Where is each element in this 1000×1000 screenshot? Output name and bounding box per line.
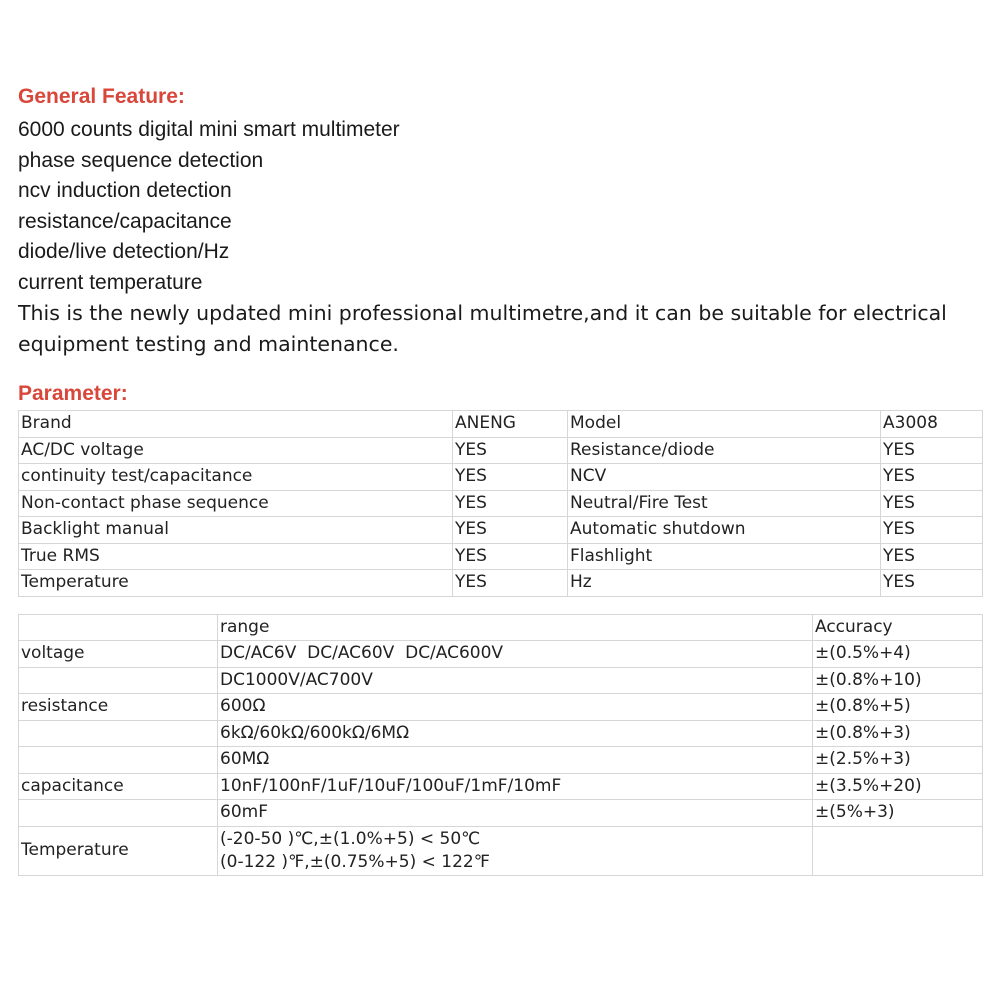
spec-header-accuracy: Accuracy — [813, 614, 983, 641]
param-label: Neutral/Fire Test — [568, 490, 881, 517]
spec-function: resistance — [19, 694, 218, 721]
param-label: Hz — [568, 570, 881, 597]
product-description-text: This is the newly updated mini professional multimetre,and it can be suitable for electrical equipment testing and maintenance. — [18, 301, 947, 356]
param-label: Flashlight — [568, 543, 881, 570]
table-row — [19, 411, 983, 438]
param-value: YES — [881, 464, 983, 491]
table-row — [19, 800, 983, 827]
param-label: continuity test/capacitance — [19, 464, 453, 491]
spec-accuracy: ±(5%+3) — [813, 800, 983, 827]
table-row — [19, 720, 983, 747]
param-label: Brand — [19, 411, 453, 438]
spec-range — [218, 826, 813, 875]
param-label: Model — [568, 411, 881, 438]
param-value: YES — [881, 543, 983, 570]
table-row — [19, 437, 983, 464]
parameter-table — [18, 410, 983, 597]
table-row — [19, 694, 983, 721]
param-value: YES — [453, 490, 568, 517]
spec-range: 6kΩ/60kΩ/600kΩ/6MΩ — [218, 720, 813, 747]
spec-accuracy — [813, 826, 983, 875]
feature-list — [18, 115, 982, 298]
table-row — [19, 543, 983, 570]
spec-range: 600Ω — [218, 694, 813, 721]
feature-item: current temperature — [18, 270, 203, 294]
spec-function — [19, 747, 218, 774]
spec-accuracy: ±(0.8%+3) — [813, 720, 983, 747]
general-feature-heading: General Feature: — [18, 85, 185, 108]
table-row — [19, 641, 983, 668]
param-label: NCV — [568, 464, 881, 491]
spec-header-blank — [19, 614, 218, 641]
spec-range: 60MΩ — [218, 747, 813, 774]
parameter-heading: Parameter: — [18, 382, 128, 405]
param-label: Non-contact phase sequence — [19, 490, 453, 517]
table-row — [19, 464, 983, 491]
param-value: YES — [453, 570, 568, 597]
spec-range: 10nF/100nF/1uF/10uF/100uF/1mF/10mF — [218, 773, 813, 800]
spec-accuracy: ±(2.5%+3) — [813, 747, 983, 774]
param-value: YES — [453, 543, 568, 570]
table-row — [19, 570, 983, 597]
spec-function — [19, 667, 218, 694]
param-label: Backlight manual — [19, 517, 453, 544]
table-header-row — [19, 614, 983, 641]
spec-accuracy: ±(0.5%+4) — [813, 641, 983, 668]
param-value: A3008 — [881, 411, 983, 438]
spec-accuracy: ±(0.8%+10) — [813, 667, 983, 694]
spec-table — [18, 614, 983, 876]
product-description — [18, 84, 982, 876]
spec-range: 60mF — [218, 800, 813, 827]
param-label: Automatic shutdown — [568, 517, 881, 544]
spec-function — [19, 800, 218, 827]
spec-function — [19, 720, 218, 747]
table-row — [19, 667, 983, 694]
temperature-fahrenheit-range: (0-122 )℉,±(0.75%+5) < 122℉ — [220, 851, 490, 872]
feature-item: diode/live detection/Hz — [18, 240, 230, 263]
spec-header-range: range — [218, 614, 813, 641]
spec-function: voltage — [19, 641, 218, 668]
param-value: YES — [453, 464, 568, 491]
spec-accuracy: ±(3.5%+20) — [813, 773, 983, 800]
param-value: YES — [881, 570, 983, 597]
param-value: YES — [453, 437, 568, 464]
feature-item: 6000 counts digital mini smart multimeter — [18, 118, 400, 141]
table-row — [19, 773, 983, 800]
feature-item: resistance/capacitance — [18, 209, 232, 233]
param-label: True RMS — [19, 543, 453, 570]
spec-accuracy: ±(0.8%+5) — [813, 694, 983, 721]
spec-function: capacitance — [19, 773, 218, 800]
param-value: YES — [881, 437, 983, 464]
table-row — [19, 490, 983, 517]
spec-function: Temperature — [19, 826, 218, 875]
temperature-celsius-range: (-20-50 )℃,±(1.0%+5) < 50℃ — [220, 828, 481, 849]
param-value: YES — [453, 517, 568, 544]
param-label: AC/DC voltage — [19, 437, 453, 464]
param-label: Resistance/diode — [568, 437, 881, 464]
spec-range: DC/AC6V DC/AC60V DC/AC600V — [218, 641, 813, 668]
table-row — [19, 517, 983, 544]
feature-item: phase sequence detection — [18, 148, 264, 172]
table-row — [19, 747, 983, 774]
param-value: YES — [881, 490, 983, 517]
param-label: Temperature — [19, 570, 453, 597]
spec-range: DC1000V/AC700V — [218, 667, 813, 694]
param-value: ANENG — [453, 411, 568, 438]
param-value: YES — [881, 517, 983, 544]
table-row-temperature — [19, 826, 983, 875]
feature-item: ncv induction detection — [18, 179, 232, 202]
